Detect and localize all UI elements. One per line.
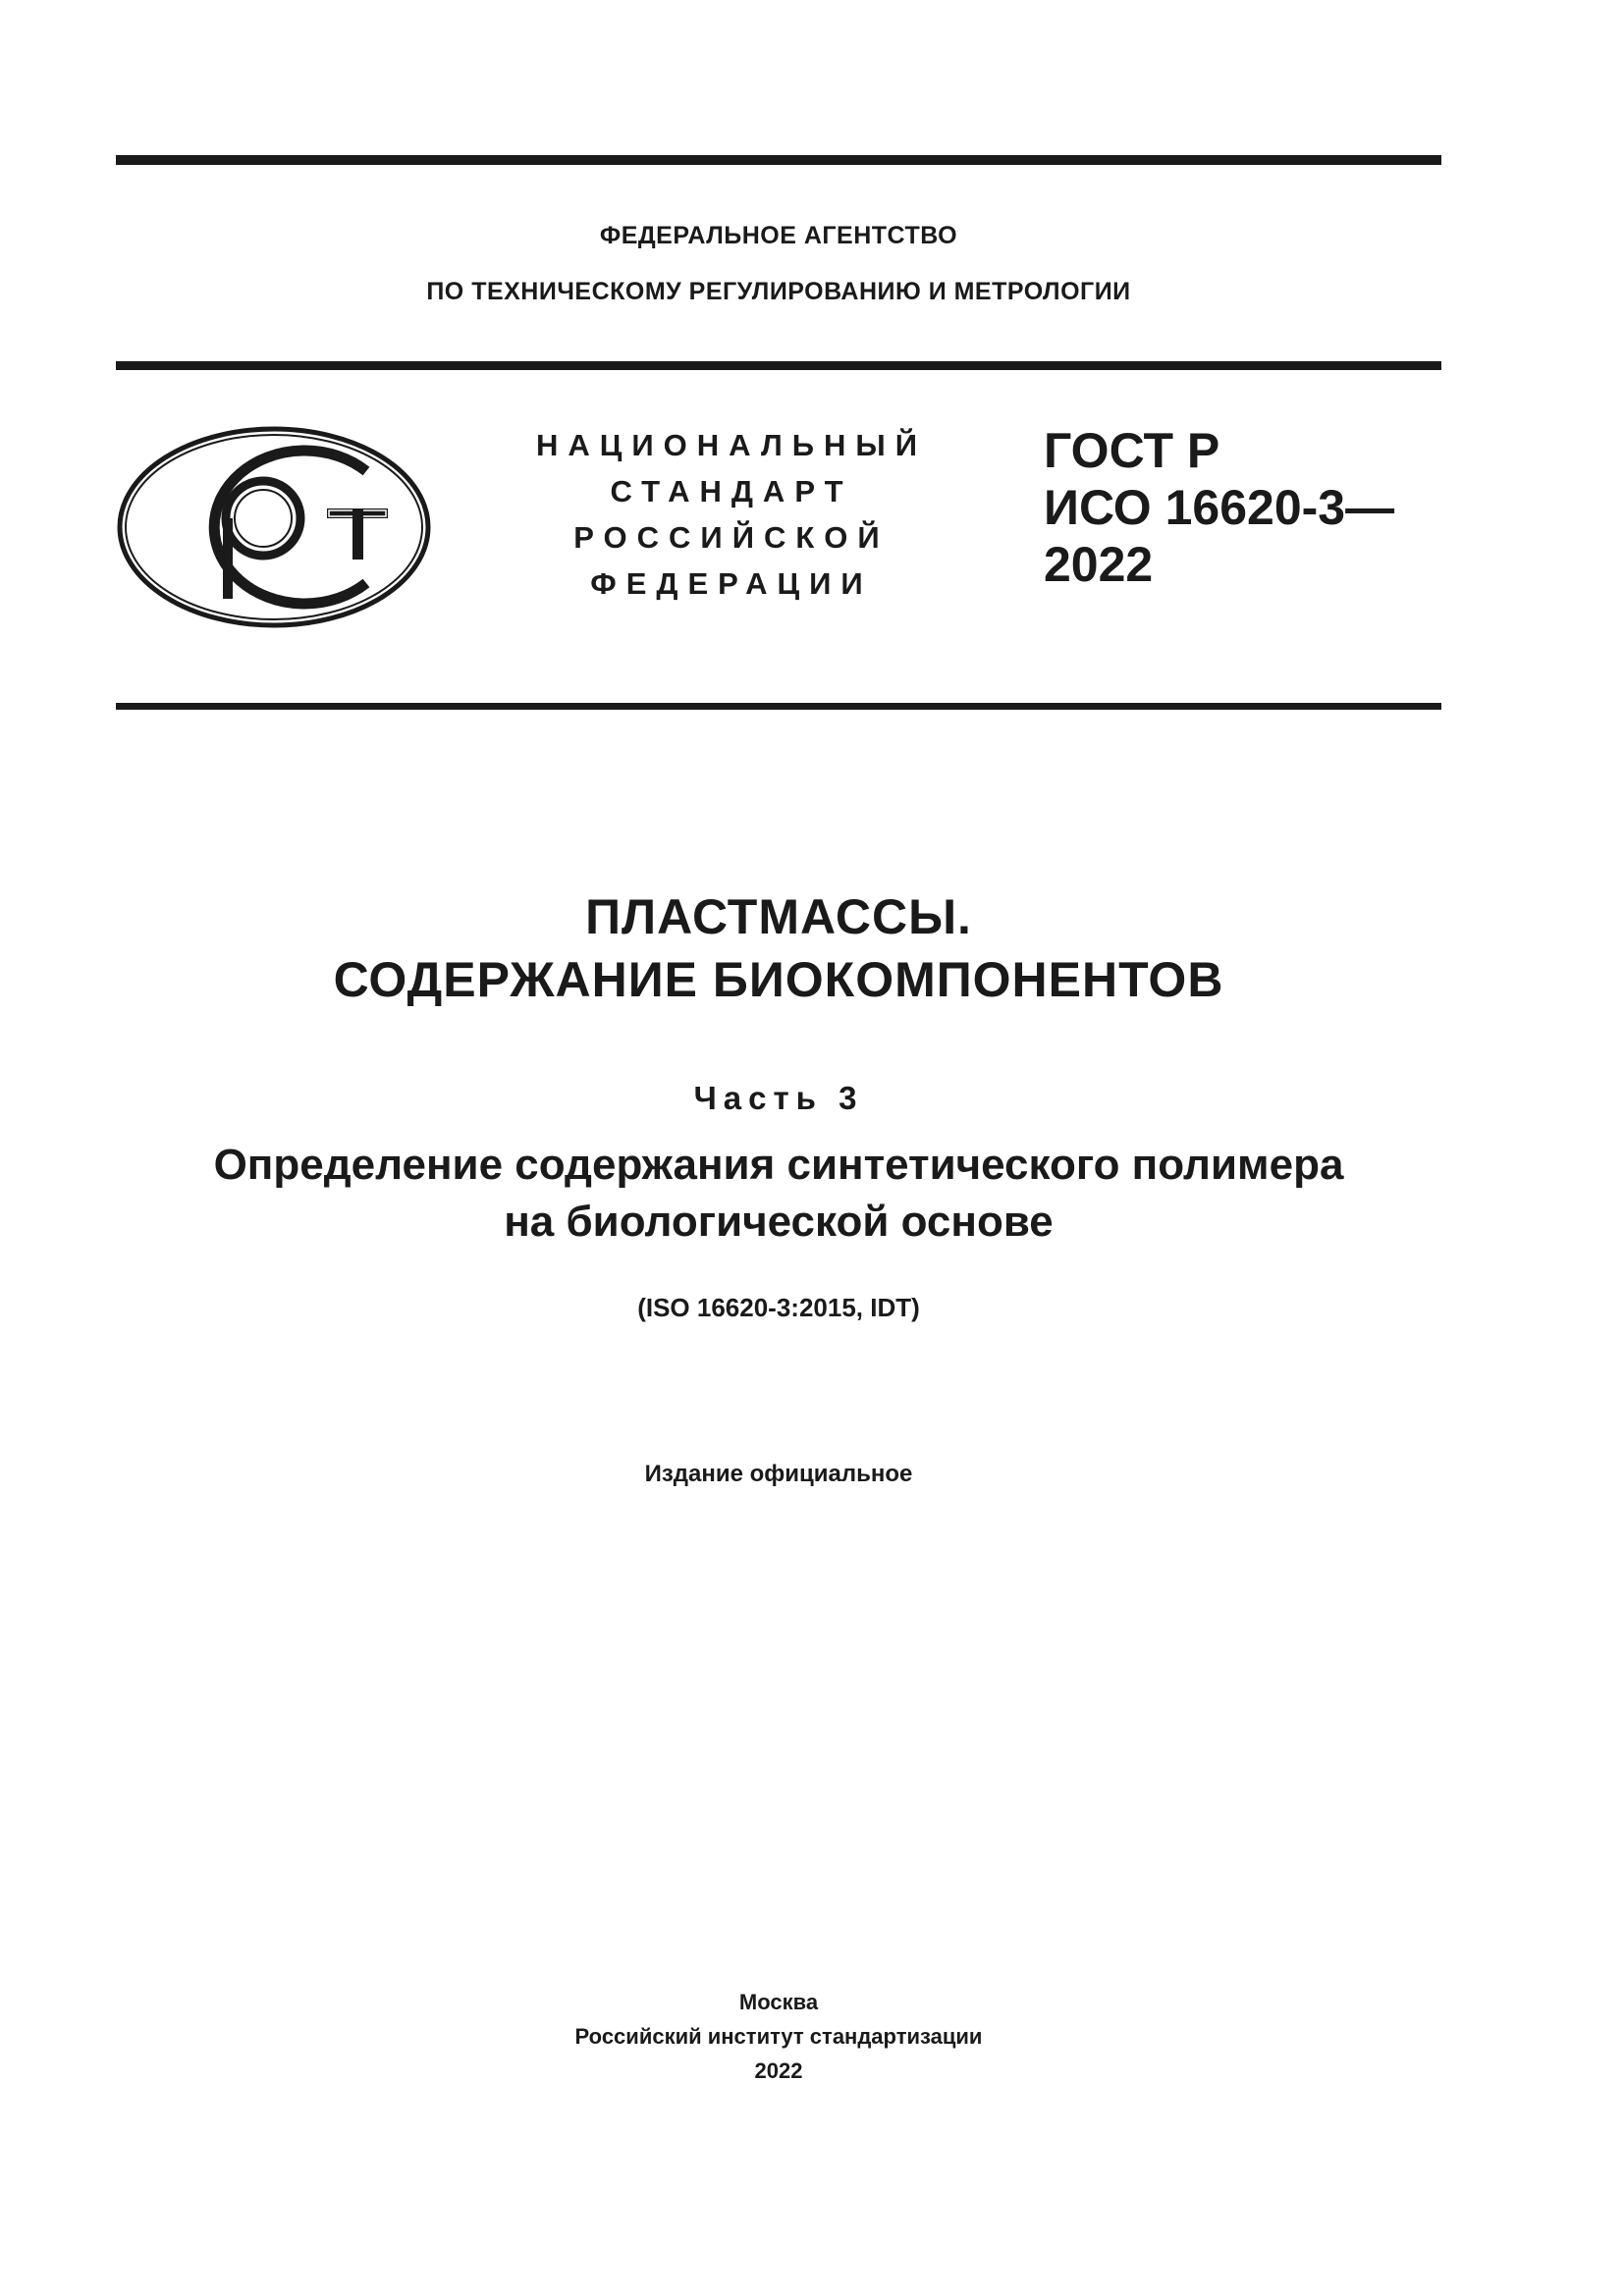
iso-reference: (ISO 16620-3:2015, IDT) (637, 1293, 920, 1322)
designation-line-1: ГОСТ Р (1044, 423, 1220, 478)
national-line-1: НАЦИОНАЛЬНЫЙ (535, 428, 928, 462)
standard-designation (1044, 422, 1456, 593)
national-standard-label (511, 422, 952, 607)
document-title (116, 885, 1441, 1011)
block-bottom-rule (116, 703, 1441, 710)
subtitle-line-2: на биологической основе (504, 1198, 1054, 1246)
imprint-year: 2022 (754, 2058, 803, 2083)
agency-line-2: ПО ТЕХНИЧЕСКОМУ РЕГУЛИРОВАНИЮ И МЕТРОЛОГИИ (426, 278, 1131, 305)
title-line-2: СОДЕРЖАНИЕ БИОКОМПОНЕНТОВ (333, 952, 1224, 1007)
edition-label: Издание официальное (644, 1461, 913, 1487)
top-rule (116, 155, 1441, 165)
title-line-1: ПЛАСТМАССЫ. (585, 889, 972, 944)
national-line-4: ФЕДЕРАЦИИ (590, 566, 873, 601)
document-subtitle (116, 1137, 1441, 1251)
designation-line-3: 2022 (1044, 537, 1154, 592)
imprint-city: Москва (738, 1990, 819, 2014)
rst-logo-icon (116, 424, 432, 630)
subtitle-line-1: Определение содержания синтетического полимера (213, 1141, 1344, 1189)
part-label: Часть 3 (693, 1080, 864, 1116)
imprint (116, 1985, 1441, 2088)
agency-line-1: ФЕДЕРАЛЬНОЕ АГЕНТСТВО (599, 222, 958, 249)
imprint-publisher: Российский институт стандартизации (574, 2024, 983, 2049)
national-line-2: СТАНДАРТ (610, 474, 853, 508)
designation-line-2: ИСО 16620-3— (1044, 480, 1395, 535)
header-bottom-rule (116, 361, 1441, 370)
national-line-3: РОССИЙСКОЙ (573, 520, 890, 555)
